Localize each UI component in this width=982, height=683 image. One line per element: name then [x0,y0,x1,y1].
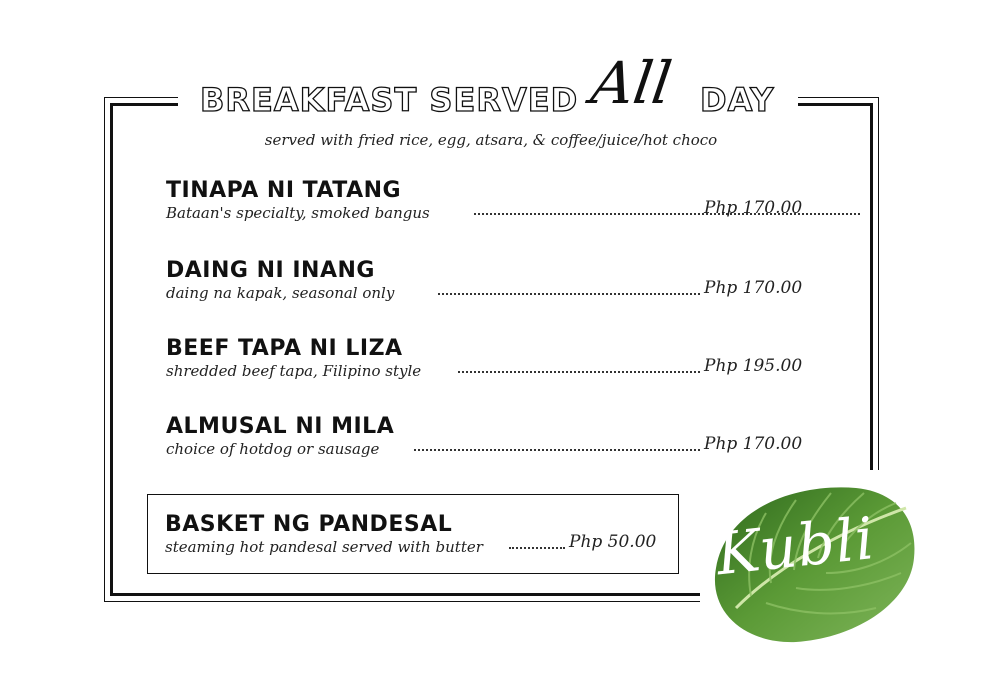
item-description: steaming hot pandesal served with butter [165,538,483,556]
item-price: Php 170.00 [704,434,803,454]
title-right: DAY [700,81,775,119]
item-price: Php 50.00 [569,532,657,552]
title-left: BREAKFAST SERVED [200,81,579,119]
title-script: All [587,49,676,117]
leader-dots [438,293,700,295]
item-description: shredded beef tapa, Filipino style [166,362,422,380]
menu-subtitle: served with fried rice, egg, atsara, & coffee/juice/hot choco [264,131,718,149]
menu-item [166,336,806,384]
logo-text: Kubli [712,504,878,589]
leader-dots [509,547,565,549]
menu-header [0,48,982,128]
item-description: Bataan's specialty, smoked bangus [166,204,430,222]
item-name: BEEF TAPA NI LIZA [166,336,403,361]
item-description: choice of hotdog or sausage [166,440,380,458]
menu-item [166,414,806,462]
item-price: Php 170.00 [704,278,803,298]
item-name: ALMUSAL NI MILA [166,414,395,439]
item-price: Php 195.00 [704,356,803,376]
leader-dots [414,449,700,451]
menu-item [166,258,806,306]
menu-item [166,178,806,226]
item-name: DAING NI INANG [166,258,375,283]
item-description: daing na kapak, seasonal only [166,284,395,302]
leader-dots [458,371,700,373]
item-name: BASKET NG PANDESAL [165,512,453,537]
item-price: Php 170.00 [704,198,803,218]
item-name: TINAPA NI TATANG [166,178,402,203]
